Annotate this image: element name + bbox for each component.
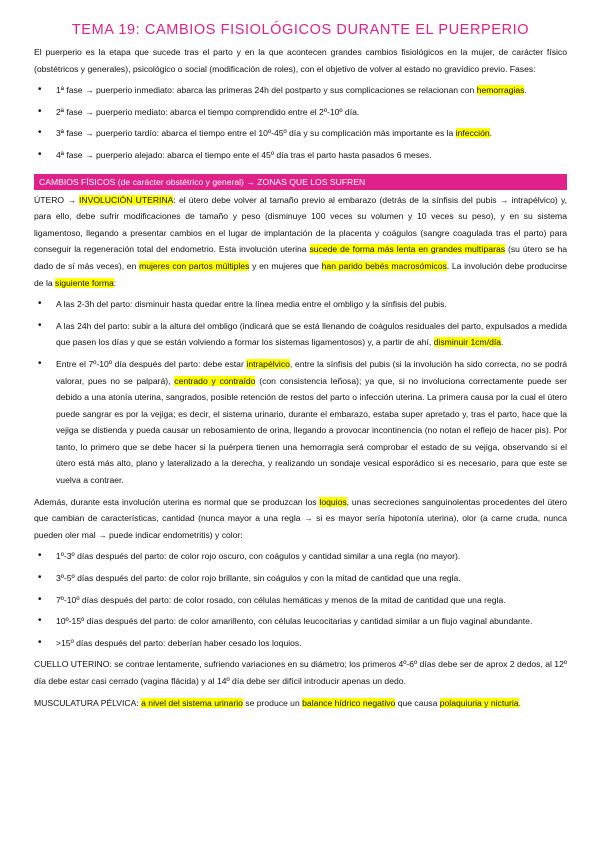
text-segment: 7º-10º días después del parto: de color rosado, con células hemáticas y menos de la mitad de cantidad que una regla. bbox=[56, 594, 506, 605]
text-segment: (su útero se ha dado de sí más veces), en bbox=[34, 244, 568, 271]
text-segment: 10º-15º días después del parto: de color amarillento, con células leucocitarias y cantidad similar a un flujo vaginal abundante. bbox=[56, 616, 533, 627]
highlighted-text: hemorragias bbox=[476, 85, 525, 96]
cuello-paragraph bbox=[34, 656, 567, 689]
musculatura-paragraph bbox=[34, 695, 567, 712]
text-segment: >15º días después del parto: deberían haber cesado los loquios. bbox=[56, 637, 302, 648]
list-item bbox=[56, 356, 567, 489]
list-item bbox=[56, 104, 567, 121]
text-segment: , unas secreciones sanguinolentas procedentes del útero que cambian de características, cantidad (nunca mayor a una regla → si es mayor sería hipotonía uterina), olor (a carne cruda, nunca pueden oler mal → puede indicar endometritis) y color: bbox=[34, 496, 567, 540]
loquios-list bbox=[34, 548, 567, 651]
text-segment: Además, durante esta involución uterina es normal que se produzcan los bbox=[34, 496, 320, 507]
text-segment: MUSCULATURA PÉLVICA: bbox=[34, 697, 142, 708]
highlighted-text: a nivel del sistema urinario bbox=[141, 697, 243, 708]
list-item bbox=[56, 592, 567, 609]
text-segment: 4ª fase → puerperio alejado: abarca el tiempo ente el 45º día tras el parto hasta pasados 6 meses. bbox=[56, 149, 432, 160]
highlighted-text: mujeres con partos múltiples bbox=[139, 260, 250, 271]
text-segment: : el útero debe volver al tamaño previo al embarazo (detrás de la sínfisis del pubis → intrapélvico) y, para ello, debe sufrir modificaciones de tamaño y peso (disminuye 100 veces su volumen y 10 veces su peso), y en su sistema ligamentoso, llegando a presentar cambios en el lugar de implantación de la placenta y coágulos (sangre coagulada tras el parto) para conseguir la regeneración total del endometrio. Esta involución uterina bbox=[34, 194, 567, 255]
highlighted-text: intrapélvico bbox=[246, 358, 290, 369]
highlighted-text: disminuir 1cm/día bbox=[433, 337, 502, 348]
list-item bbox=[56, 82, 567, 99]
text-segment: que causa bbox=[395, 697, 440, 708]
text-segment: El puerperio es la etapa que sucede tras el parto y en la que acontecen grandes cambios fisiológicos en la mujer, de carácter físico (obstétricos y generales), psicológico o social (modificación de roles), con el objetivo de volver al estado no gravídico previo. Fases: bbox=[34, 47, 567, 74]
text-segment: A las 2-3h del parto: disminuir hasta quedar entre la línea media entre el ombligo y la sínfisis del pubis. bbox=[56, 299, 447, 310]
text-segment: . bbox=[518, 697, 521, 708]
utero-paragraph bbox=[34, 192, 567, 292]
list-item bbox=[56, 570, 567, 587]
text-segment: se produce un bbox=[242, 697, 303, 708]
text-segment: 1º-3º días después del parto: de color rojo oscuro, con coágulos y cantidad similar a una regla (no mayor). bbox=[56, 551, 461, 562]
highlighted-text: INVOLUCIÓN UTERINA bbox=[79, 194, 174, 205]
highlighted-text: polaquiuria y nicturia bbox=[439, 697, 519, 708]
text-segment: ÚTERO → bbox=[34, 194, 80, 205]
text-segment: . bbox=[524, 85, 527, 96]
list-item bbox=[56, 125, 567, 142]
list-item bbox=[56, 548, 567, 565]
text-segment: A las 24h del parto: subir a la altura del ombligo (indicará que se está llenando de coágulos residuales del parto, expulsados a medida que pasen los días y que se están volviendo a formar los sistemas ligamentosos) y, a partir de ahí, bbox=[56, 320, 567, 348]
page-title: TEMA 19: CAMBIOS FISIOLÓGICOS DURANTE EL PUERPERIO bbox=[71, 22, 530, 38]
highlighted-text: infección bbox=[455, 128, 490, 139]
list-item bbox=[56, 613, 567, 630]
section-header: CAMBIOS FÍSICOS (de carácter obstétrico y general) → ZONAS QUE LOS SUFREN bbox=[34, 174, 567, 190]
text-segment: . bbox=[489, 128, 493, 139]
text-segment: . bbox=[501, 337, 504, 348]
highlighted-text: centrado y contraído bbox=[174, 375, 256, 386]
text-segment: (con consistencia leñosa); ya que, si no involuciona correctamente puede ser debido a una atonía uterina, sangrados, posible retención de restos del parto o infección uterina. La primera causa por la cual el útero puede sangrar es por la vejiga; es decir, el sistema urinario, durante el embarazo, estaba super apretado y, tras el parto, hace que la vejiga se distienda y pueda causar un rebosamiento de orina, llegando a provocar incontinencia (no notan el reflejo de hacer pis). Por tanto, lo primero que se debe hacer si la puérpera tienen una hemorragia será comprobar el estado de su vejiga, observando si el útero está más alto, plano y lateralizado a la derecha, y realizando un sondaje vesical esporádico si es necesario, para que este se vuelva a contraer. bbox=[56, 375, 567, 486]
highlighted-text: siguiente forma bbox=[55, 277, 114, 288]
text-segment: 3ª fase → puerperio tardío: abarca el tiempo entre el 10º-45º día y su complicación más importante es la bbox=[56, 128, 456, 139]
list-item bbox=[56, 635, 567, 652]
text-segment: . La involución debe producirse de la bbox=[34, 260, 568, 288]
text-segment: 2ª fase → puerperio mediato: abarca el tiempo comprendido entre el 2º-10º día. bbox=[56, 106, 360, 117]
text-segment: 1ª fase → puerperio inmediato: abarca las primeras 24h del postparto y sus complicaciones se relacionan con bbox=[56, 85, 477, 96]
text-segment: y en mujeres que bbox=[249, 260, 322, 271]
list-item bbox=[56, 147, 567, 164]
intro-paragraph bbox=[34, 44, 567, 77]
highlighted-text: loquios bbox=[319, 496, 347, 507]
involution-list bbox=[34, 296, 567, 489]
text-segment: CUELLO UTERINO: se contrae lentamente, sufriendo variaciones en su diámetro; los primeros 4º-6º días debe ser de aprox 2 dedos, al 12º día debe estar casi cerrado (vagina flácida) y al 14º día debe ser difícil introducir apenas un dedo. bbox=[34, 659, 567, 686]
text-segment: Entre el 7º-10º día después del parto: debe estar bbox=[56, 358, 247, 369]
highlighted-text: balance hídrico negativo bbox=[302, 697, 396, 708]
list-item bbox=[56, 296, 567, 313]
list-item bbox=[56, 318, 567, 351]
document-page bbox=[34, 22, 567, 716]
phases-list bbox=[34, 82, 567, 163]
highlighted-text: sucede de forma más lenta en grandes multíparas bbox=[309, 244, 506, 255]
loquios-paragraph bbox=[34, 494, 567, 544]
highlighted-text: han parido bebés macrosómicos bbox=[321, 260, 447, 271]
text-segment: 3º-5º días después del parto: de color rojo brillante, sin coágulos y con la mitad de cantidad que una regla. bbox=[56, 573, 461, 584]
text-segment: , entre la sínfisis del pubis (si la involución ha sido correcta, no se podrá valorar, pues no se palpará), bbox=[56, 358, 567, 386]
text-segment: : bbox=[113, 277, 117, 288]
